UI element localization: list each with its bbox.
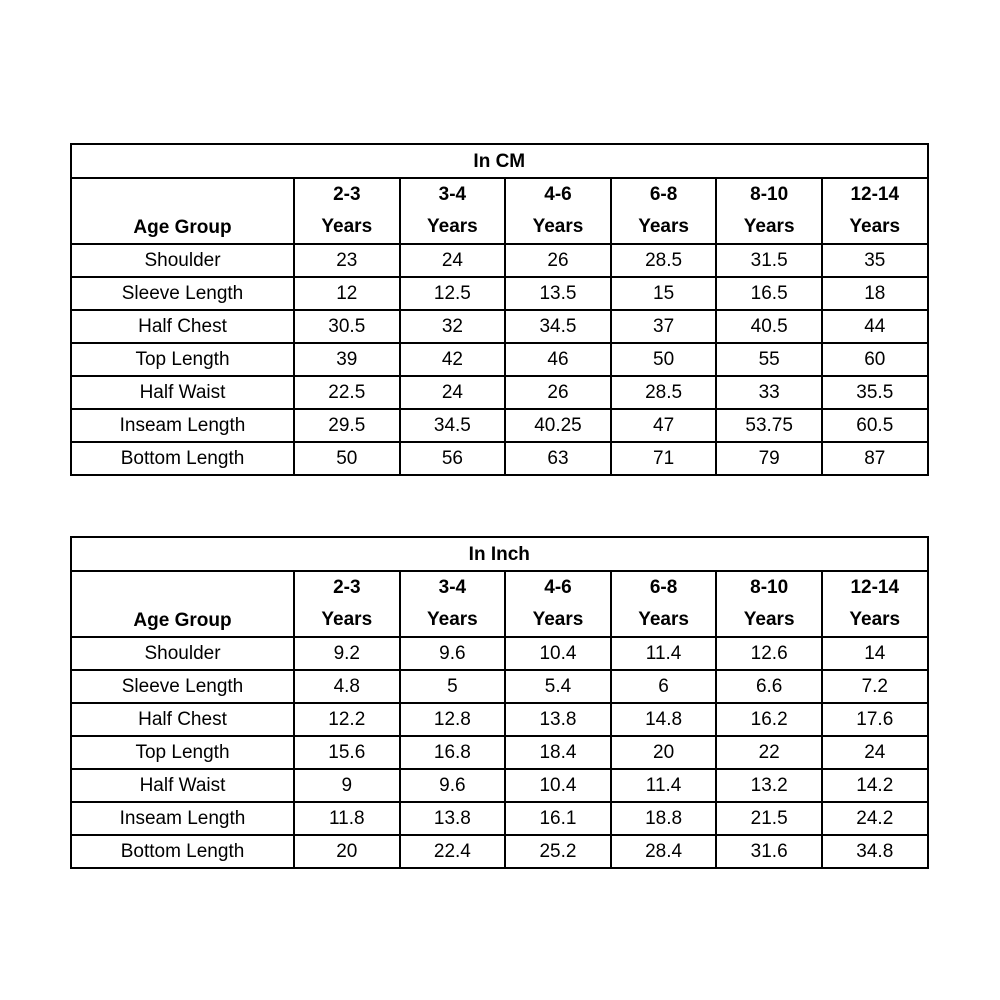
age-range: 6-8 [649,184,678,205]
table-cell: 9 [294,769,400,802]
table-row [71,769,928,802]
row-label: Half Chest [71,703,294,736]
row-label: Top Length [71,736,294,769]
table-cell: 28.4 [611,835,717,868]
age-group-header: Age Group [71,571,294,637]
table-cell: 24 [400,244,506,277]
table-cell: 55 [716,343,822,376]
table-cell: 47 [611,409,717,442]
table-row [71,409,928,442]
table-cell: 11.4 [611,769,717,802]
table-cell: 12 [294,277,400,310]
table-cell: 50 [611,343,717,376]
row-label: Bottom Length [71,835,294,868]
table-cell: 25.2 [505,835,611,868]
table-cell: 22.5 [294,376,400,409]
column-header [611,571,717,637]
table-cell: 12.5 [400,277,506,310]
table-cell: 50 [294,442,400,475]
table-cell: 32 [400,310,506,343]
table-cell: 37 [611,310,717,343]
table-cell: 31.5 [716,244,822,277]
table-cell: 35 [822,244,928,277]
table-cell: 20 [294,835,400,868]
age-range: 8-10 [750,184,789,205]
table-cell: 16.5 [716,277,822,310]
row-label: Half Waist [71,769,294,802]
table-cell: 18 [822,277,928,310]
age-range: 12-14 [850,577,900,598]
column-header [822,178,928,244]
table-cell: 12.2 [294,703,400,736]
table-row [71,310,928,343]
column-header [294,178,400,244]
years-label: Years [321,216,373,237]
years-label: Years [638,216,689,237]
table-cell: 35.5 [822,376,928,409]
table-cell: 12.6 [716,637,822,670]
table-cell: 34.5 [505,310,611,343]
column-header [822,571,928,637]
table-row [71,244,928,277]
table-cell: 42 [400,343,506,376]
table-cell: 16.1 [505,802,611,835]
table-cell: 10.4 [505,769,611,802]
years-label: Years [743,609,795,630]
table-cell: 16.8 [400,736,506,769]
table-title: In CM [71,144,928,178]
table-row [71,703,928,736]
table-cell: 16.2 [716,703,822,736]
table-row [71,376,928,409]
years-label: Years [849,216,901,237]
age-range: 8-10 [750,577,789,598]
table-cell: 60.5 [822,409,928,442]
table-cell: 13.8 [400,802,506,835]
table-cell: 28.5 [611,376,717,409]
table-cell: 14 [822,637,928,670]
table-cell: 56 [400,442,506,475]
table-cell: 11.8 [294,802,400,835]
table-cell: 24.2 [822,802,928,835]
table-cell: 13.2 [716,769,822,802]
table-cell: 40.25 [505,409,611,442]
table-cell: 20 [611,736,717,769]
table-row [71,343,928,376]
age-range: 4-6 [544,577,572,598]
table-cell: 7.2 [822,670,928,703]
table-cell: 30.5 [294,310,400,343]
table-cell: 12.8 [400,703,506,736]
row-label: Shoulder [71,637,294,670]
table-cell: 53.75 [716,409,822,442]
row-label: Shoulder [71,244,294,277]
table-cell: 40.5 [716,310,822,343]
table-title: In Inch [71,537,928,571]
column-header [294,571,400,637]
table-cell: 4.8 [294,670,400,703]
table-cell: 14.2 [822,769,928,802]
column-header [716,178,822,244]
table-cell: 18.8 [611,802,717,835]
table-cell: 29.5 [294,409,400,442]
table-cell: 15.6 [294,736,400,769]
age-range: 4-6 [544,184,572,205]
column-header [611,178,717,244]
table-row [71,835,928,868]
column-header [400,178,506,244]
table-cell: 9.6 [400,637,506,670]
table-row [71,802,928,835]
table-cell: 26 [505,376,611,409]
table-row [71,277,928,310]
table-cell: 60 [822,343,928,376]
row-label: Top Length [71,343,294,376]
column-header [505,571,611,637]
age-group-header: Age Group [71,178,294,244]
table-cell: 31.6 [716,835,822,868]
table-row [71,637,928,670]
table-header-row [71,571,928,637]
years-label: Years [532,609,584,630]
table-row [71,736,928,769]
table-cell: 9.6 [400,769,506,802]
years-label: Years [427,609,478,630]
size-table-inch [70,536,929,869]
table-title-row [71,144,928,178]
table-cell: 34.8 [822,835,928,868]
column-header [400,571,506,637]
size-table-cm [70,143,929,476]
table-cell: 28.5 [611,244,717,277]
table-cell: 39 [294,343,400,376]
table-cell: 18.4 [505,736,611,769]
table-cell: 26 [505,244,611,277]
years-label: Years [638,609,689,630]
table-cell: 44 [822,310,928,343]
table-row [71,442,928,475]
table-cell: 11.4 [611,637,717,670]
column-header [505,178,611,244]
years-label: Years [321,609,373,630]
row-label: Sleeve Length [71,670,294,703]
table-cell: 34.5 [400,409,506,442]
row-label: Inseam Length [71,802,294,835]
table-cell: 22.4 [400,835,506,868]
years-label: Years [427,216,478,237]
table-cell: 5.4 [505,670,611,703]
table-cell: 33 [716,376,822,409]
table-cell: 10.4 [505,637,611,670]
age-range: 3-4 [438,577,467,598]
row-label: Bottom Length [71,442,294,475]
table-header-row [71,178,928,244]
table-cell: 24 [400,376,506,409]
table-row [71,670,928,703]
table-cell: 63 [505,442,611,475]
years-label: Years [743,216,795,237]
age-range: 2-3 [333,577,361,598]
years-label: Years [849,609,901,630]
row-label: Half Chest [71,310,294,343]
table-cell: 13.8 [505,703,611,736]
table-cell: 17.6 [822,703,928,736]
table-cell: 46 [505,343,611,376]
years-label: Years [532,216,584,237]
table-cell: 21.5 [716,802,822,835]
table-cell: 79 [716,442,822,475]
row-label: Half Waist [71,376,294,409]
age-range: 3-4 [438,184,467,205]
row-label: Inseam Length [71,409,294,442]
row-label: Sleeve Length [71,277,294,310]
table-cell: 6.6 [716,670,822,703]
age-range: 2-3 [333,184,361,205]
age-range: 6-8 [649,577,678,598]
table-title-row [71,537,928,571]
table-cell: 6 [611,670,717,703]
table-cell: 24 [822,736,928,769]
age-range: 12-14 [850,184,900,205]
table-cell: 14.8 [611,703,717,736]
table-cell: 9.2 [294,637,400,670]
column-header [716,571,822,637]
table-cell: 13.5 [505,277,611,310]
table-cell: 23 [294,244,400,277]
table-cell: 15 [611,277,717,310]
table-cell: 71 [611,442,717,475]
table-cell: 87 [822,442,928,475]
table-cell: 22 [716,736,822,769]
table-cell: 5 [400,670,506,703]
